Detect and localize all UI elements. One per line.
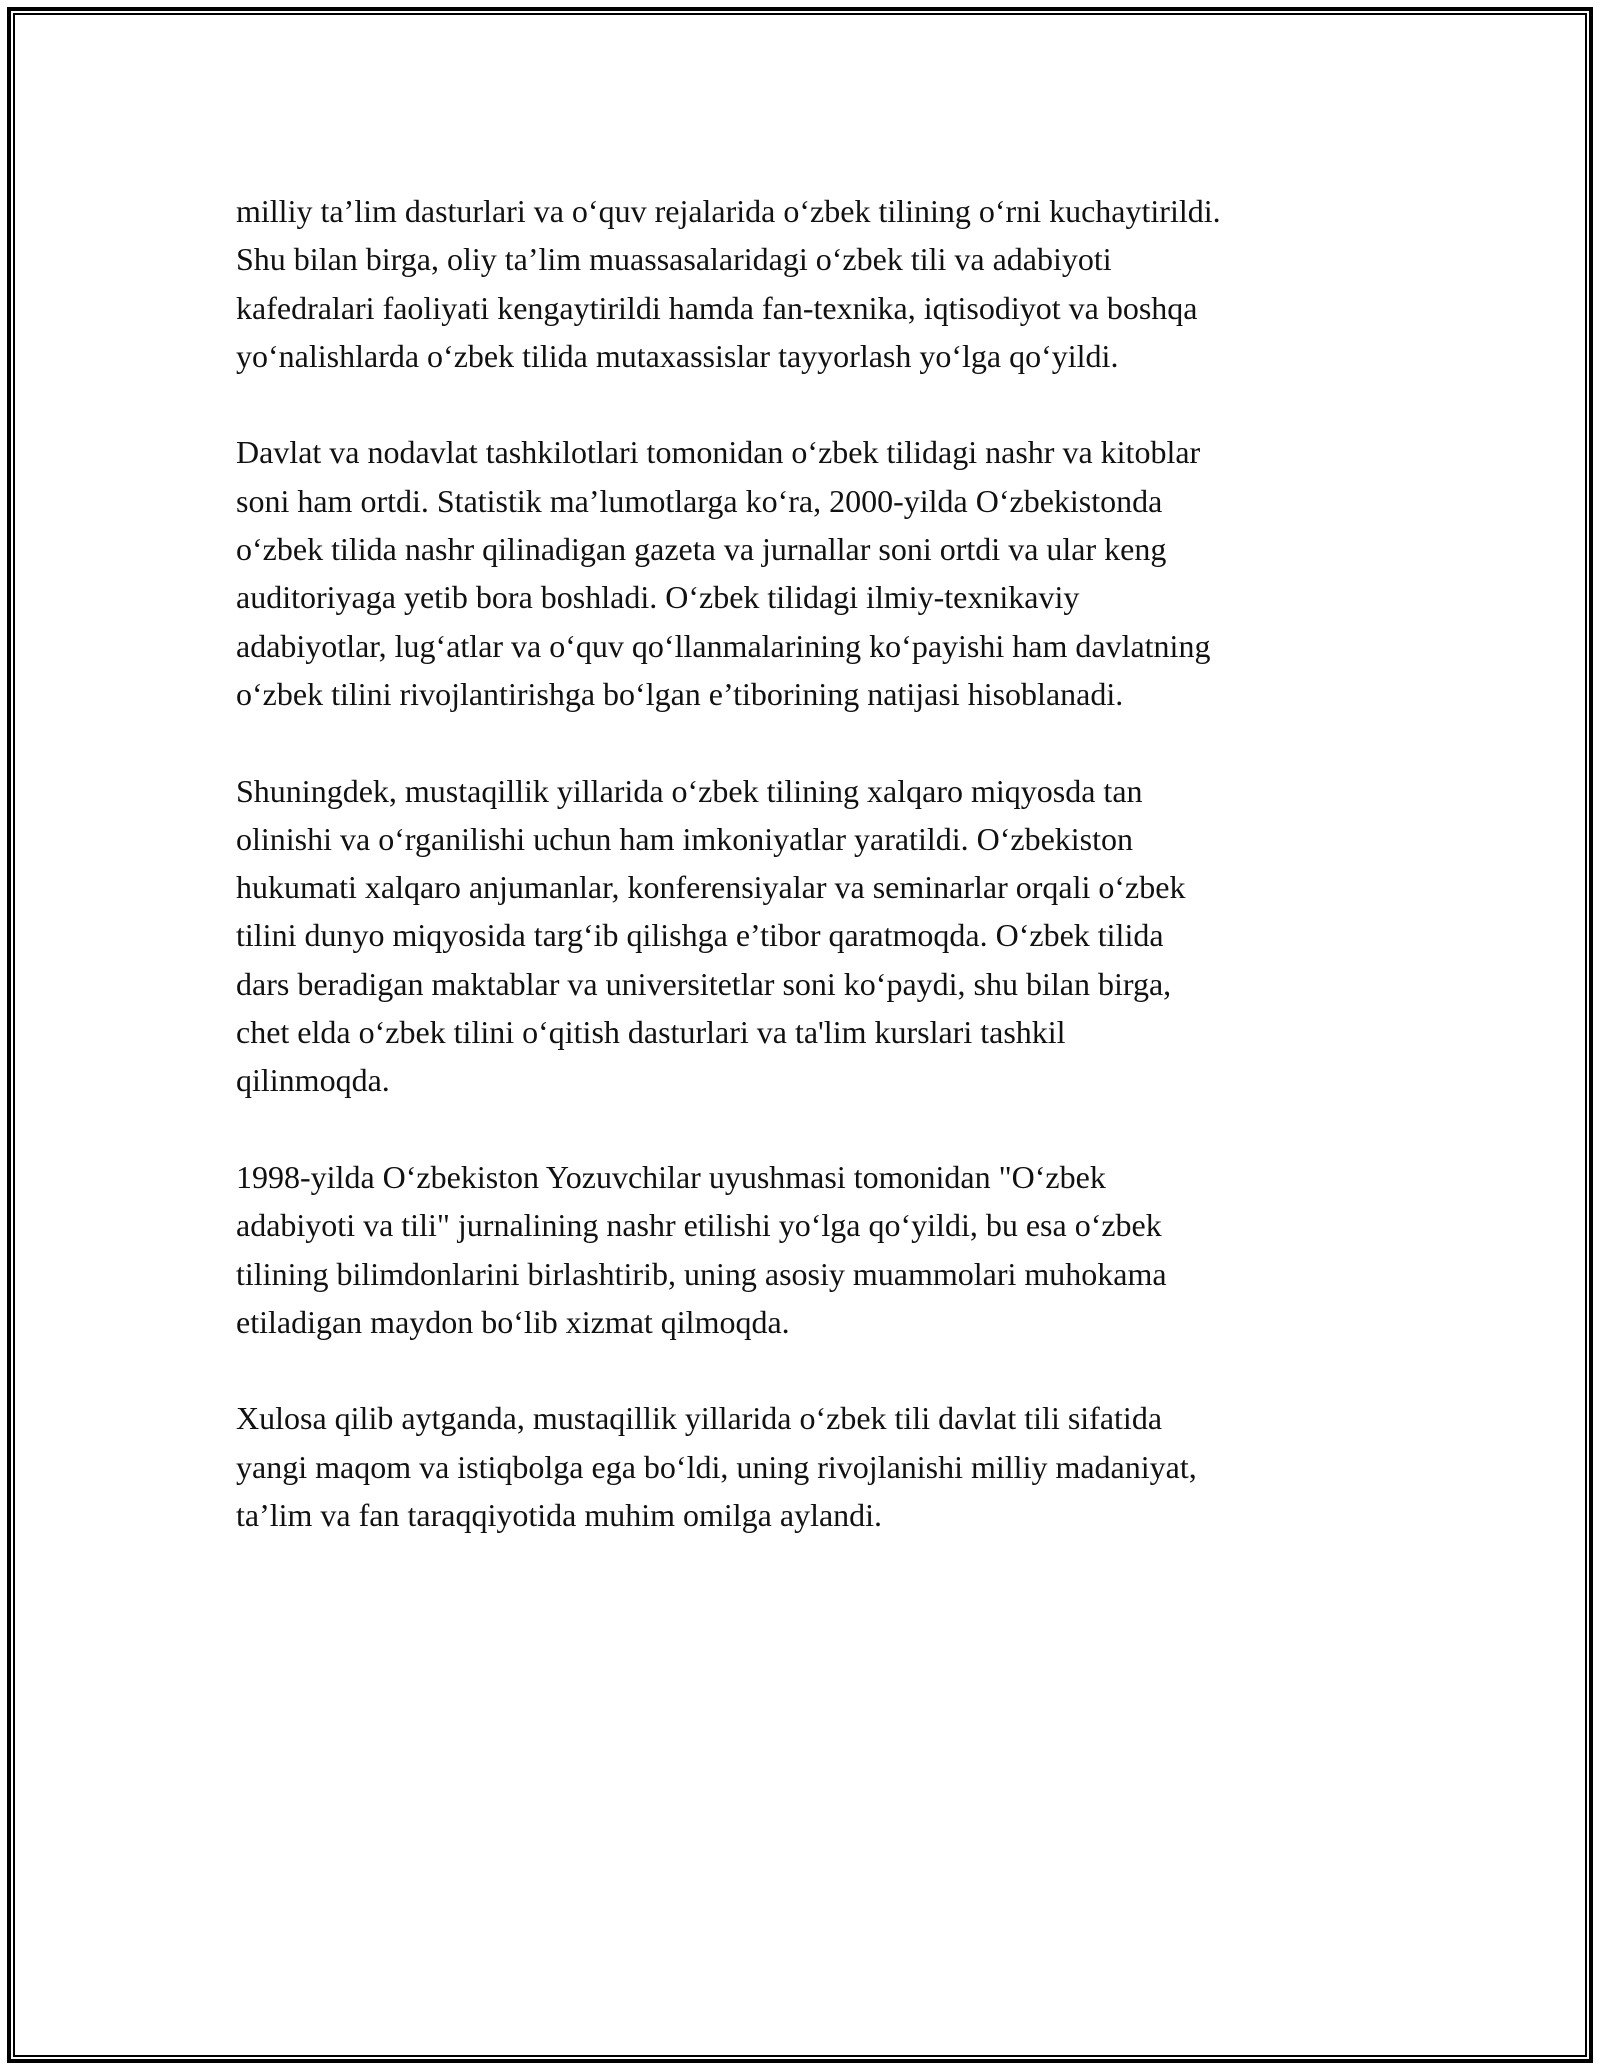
- paragraph-4: [236, 1153, 1376, 1346]
- paragraph-3: [236, 767, 1376, 1105]
- document-body: [236, 187, 1376, 1588]
- text-line: auditoriyaga yetib bora boshladi. O‘zbek tilidagi ilmiy-texnikaviy: [236, 579, 1080, 616]
- text-line: Shuningdek, mustaqillik yillarida o‘zbek tilining xalqaro miqyosda tan: [236, 772, 1143, 809]
- text-line: soni ham ortdi. Statistik ma’lumotlarga ko‘ra, 2000-yilda O‘zbekistonda: [236, 482, 1163, 519]
- text-line: tilini dunyo miqyosida targ‘ib qilishga e’tibor qaratmoqda. O‘zbek tilida: [236, 917, 1164, 954]
- paragraph-2: [236, 428, 1376, 718]
- text-line: 1998-yilda O‘zbekiston Yozuvchilar uyushmasi tomonidan "O‘zbek: [236, 1158, 1106, 1195]
- paragraph-1: [236, 187, 1376, 380]
- text-line: etiladigan maydon bo‘lib xizmat qilmoqda.: [236, 1303, 790, 1340]
- text-line: kafedralari faoliyati kengaytirildi hamda fan-texnika, iqtisodiyot va boshqa: [236, 289, 1198, 326]
- text-line: Shu bilan birga, oliy ta’lim muassasalaridagi o‘zbek tili va adabiyoti: [236, 241, 1112, 278]
- text-line: Xulosa qilib aytganda, mustaqillik yillarida o‘zbek tili davlat tili sifatida: [236, 1400, 1163, 1437]
- text-line: milliy ta’lim dasturlari va o‘quv rejalarida o‘zbek tilining o‘rni kuchaytirildi.: [236, 193, 1221, 229]
- text-line: chet elda o‘zbek tilini o‘qitish dasturlari va ta'lim kurslari tashkil: [236, 1014, 1066, 1051]
- text-line: adabiyoti va tili" jurnalining nashr etilishi yo‘lga qo‘yildi, bu esa o‘zbek: [236, 1207, 1162, 1244]
- paragraph-5: [236, 1394, 1376, 1539]
- text-line: olinishi va o‘rganilishi uchun ham imkoniyatlar yaratildi. O‘zbekiston: [236, 820, 1134, 857]
- text-line: adabiyotlar, lug‘atlar va o‘quv qo‘llanmalarining ko‘payishi ham davlatning: [236, 627, 1211, 664]
- text-line: o‘zbek tilini rivojlantirishga bo‘lgan e’tiborining natijasi hisoblanadi.: [236, 675, 1124, 712]
- text-line: yangi maqom va istiqbolga ega bo‘ldi, uning rivojlanishi milliy madaniyat,: [236, 1448, 1197, 1485]
- text-line: dars beradigan maktablar va universitetlar soni ko‘paydi, shu bilan birga,: [236, 965, 1172, 1002]
- text-line: hukumati xalqaro anjumanlar, konferensiyalar va seminarlar orqali o‘zbek: [236, 869, 1186, 906]
- text-line: qilinmoqda.: [236, 1062, 390, 1099]
- text-line: yo‘nalishlarda o‘zbek tilida mutaxassislar tayyorlash yo‘lga qo‘yildi.: [236, 337, 1119, 374]
- text-line: tilining bilimdonlarini birlashtirib, uning asosiy muammolari muhokama: [236, 1255, 1167, 1292]
- text-line: Davlat va nodavlat tashkilotlari tomonidan o‘zbek tilidagi nashr va kitoblar: [236, 434, 1201, 471]
- text-line: ta’lim va fan taraqqiyotida muhim omilga aylandi.: [236, 1497, 883, 1534]
- text-line: o‘zbek tilida nashr qilinadigan gazeta va jurnallar soni ortdi va ular keng: [236, 531, 1167, 568]
